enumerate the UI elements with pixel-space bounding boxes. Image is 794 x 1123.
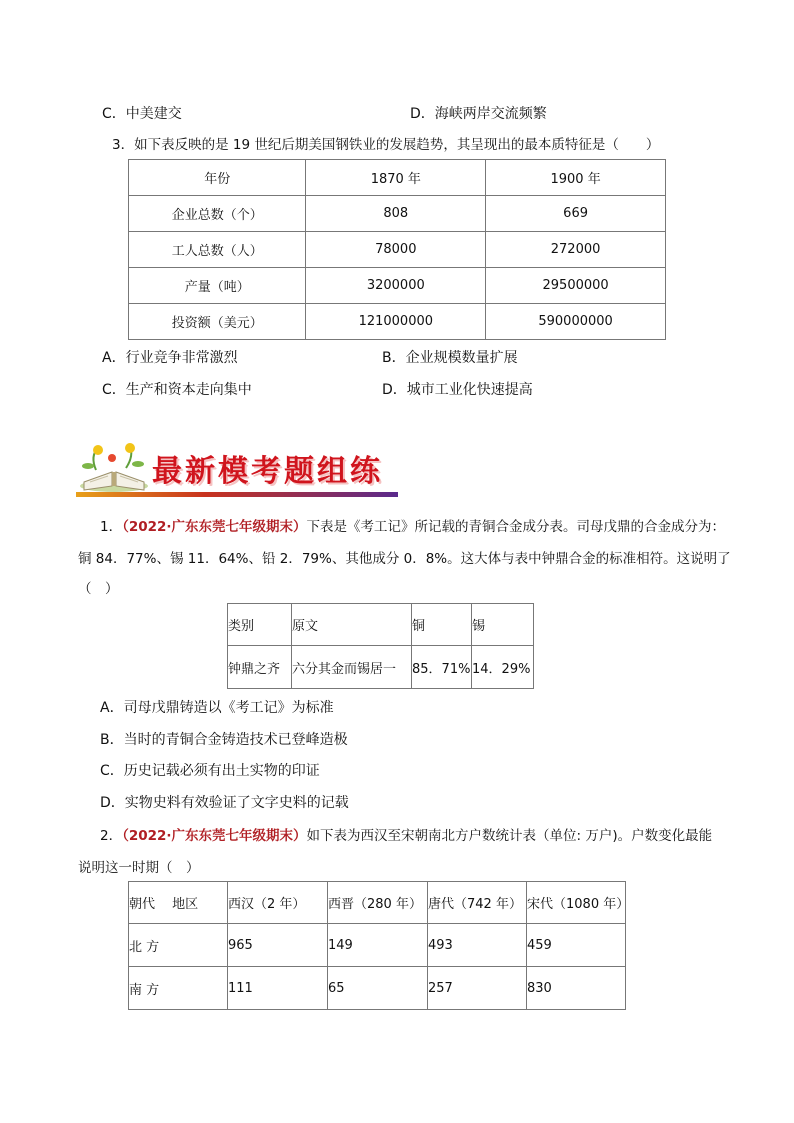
table-row	[129, 882, 626, 924]
table-cell: 南 方	[129, 967, 228, 1010]
table-cell: 3200000	[306, 268, 486, 304]
table-cell: 宋代（1080 年）	[527, 882, 626, 924]
table-cell: 锡	[472, 604, 534, 646]
table-cell: 年份	[129, 160, 306, 196]
table-row	[129, 924, 626, 967]
section-title: 最新模考题组练	[152, 454, 383, 489]
p1-stem-text: 下表是《考工记》所记载的青铜合金成分表。司母戊鼎的合金成分为：	[306, 519, 726, 535]
p1-table	[227, 603, 534, 689]
p1-stem-line3: （ ）	[78, 581, 119, 597]
p2-stem-line1	[100, 824, 712, 844]
table-cell: 14．29%	[472, 646, 534, 689]
table-cell: 669	[486, 196, 666, 232]
table-cell: 78000	[306, 232, 486, 268]
table-cell: 65	[328, 967, 428, 1010]
p1-source: （2022·广东东莞七年级期末）	[122, 519, 307, 535]
table-row	[129, 967, 626, 1010]
table-cell: 1900 年	[486, 160, 666, 196]
p1-number: 1．	[100, 519, 123, 535]
book-flower-icon	[76, 442, 152, 494]
table-cell: 原文	[292, 604, 412, 646]
p2-source: （2022·广东东莞七年级期末）	[122, 828, 307, 844]
table-cell: 钟鼎之齐	[228, 646, 292, 689]
table-cell: 六分其金而锡居一	[292, 646, 412, 689]
table-cell: 29500000	[486, 268, 666, 304]
table-cell: 西晋（280 年）	[328, 882, 428, 924]
table-cell: 149	[328, 924, 428, 967]
table-row	[129, 160, 666, 196]
table-cell: 272000	[486, 232, 666, 268]
table-row	[129, 304, 666, 340]
table-cell: 产量（吨）	[129, 268, 306, 304]
table-cell: 企业总数（个）	[129, 196, 306, 232]
q3-option-b: B．企业规模数量扩展	[382, 350, 518, 366]
p2-table	[128, 881, 630, 1010]
table-row	[129, 196, 666, 232]
table-cell: 1870 年	[306, 160, 486, 196]
option-d: D．海峡两岸交流频繁	[410, 106, 547, 122]
p2-stem-text: 如下表为西汉至宋朝南北方户数统计表（单位: 万户)。户数变化最能	[306, 828, 713, 844]
q3-table	[128, 159, 666, 340]
p1-option-d: D．实物史料有效验证了文字史料的记载	[100, 795, 349, 811]
table-cell: 121000000	[306, 304, 486, 340]
table-cell: 85．71%	[412, 646, 472, 689]
table-cell: 459	[527, 924, 626, 967]
table-cell: 111	[228, 967, 328, 1010]
p1-option-a: A．司母戊鼎铸造以《考工记》为标准	[100, 700, 334, 716]
table-row	[129, 268, 666, 304]
p1-option-b: B．当时的青铜合金铸造技术已登峰造极	[100, 732, 348, 748]
q3-stem: 3．如下表反映的是 19 世纪后期美国钢铁业的发展趋势，其呈现出的最本质特征是（ ）	[112, 137, 660, 153]
table-cell: 830	[527, 967, 626, 1010]
table-cell: 铜	[412, 604, 472, 646]
section-divider	[76, 492, 398, 497]
p2-stem-line2: 说明这一时期（ ）	[78, 860, 200, 876]
p2-number: 2．	[100, 828, 123, 844]
p1-stem-line2: 铜 84．77%、锡 11．64%、铅 2．79%、其他成分 0．8%。这大体与表中钟鼎合金的标准相符。这说明了	[78, 551, 731, 567]
table-cell: 投资额（美元）	[129, 304, 306, 340]
table-cell: 257	[428, 967, 527, 1010]
table-cell: 808	[306, 196, 486, 232]
table-cell: 工人总数（人）	[129, 232, 306, 268]
table-row	[228, 646, 534, 689]
table-row	[129, 232, 666, 268]
table-cell: 类别	[228, 604, 292, 646]
table-cell: 朝代 地区	[129, 882, 228, 924]
table-row	[228, 604, 534, 646]
p1-option-c: C．历史记载必须有出土实物的印证	[100, 763, 320, 779]
table-cell: 西汉（2 年）	[228, 882, 328, 924]
table-cell: 唐代（742 年）	[428, 882, 527, 924]
table-cell: 北 方	[129, 924, 228, 967]
table-cell: 965	[228, 924, 328, 967]
q3-option-d: D．城市工业化快速提高	[382, 382, 533, 398]
table-cell: 493	[428, 924, 527, 967]
option-c: C．中美建交	[102, 106, 182, 122]
table-cell: 590000000	[486, 304, 666, 340]
q3-option-c: C．生产和资本走向集中	[102, 382, 252, 398]
p1-stem-line1	[100, 515, 725, 535]
q3-option-a: A．行业竞争非常激烈	[102, 350, 238, 366]
